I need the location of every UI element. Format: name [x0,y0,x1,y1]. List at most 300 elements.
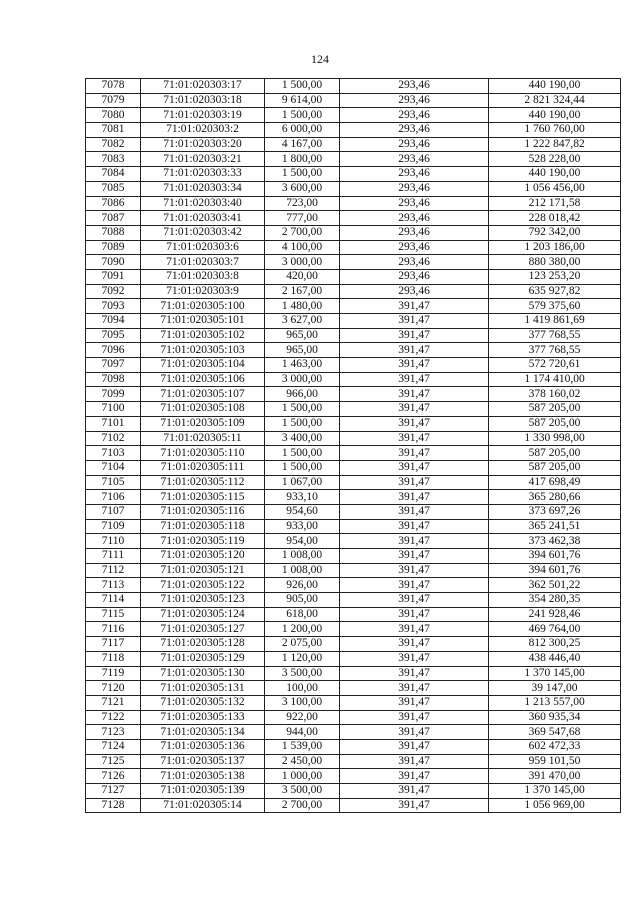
area-cell: 2 450,00 [265,754,340,769]
rate-cell: 293,46 [340,181,489,196]
row-number-cell: 7110 [86,534,141,549]
row-number-cell: 7107 [86,504,141,519]
area-cell: 1 000,00 [265,769,340,784]
rate-cell: 293,46 [340,225,489,240]
row-number-cell: 7116 [86,622,141,637]
area-cell: 100,00 [265,681,340,696]
row-number-cell: 7098 [86,372,141,387]
rate-cell: 293,46 [340,211,489,226]
cadastral-value-cell: 365 241,51 [489,519,621,534]
cadastral-value-cell: 1 213 557,00 [489,695,621,710]
table-row [86,79,621,94]
rate-cell: 391,47 [340,710,489,725]
cadastral-value-cell: 212 171,58 [489,196,621,211]
cadastral-value-cell: 377 768,55 [489,343,621,358]
cadastral-value-cell: 440 190,00 [489,108,621,123]
rate-cell: 391,47 [340,725,489,740]
cadastral-number-cell: 71:01:020305:116 [141,504,265,519]
row-number-cell: 7120 [86,681,141,696]
cadastral-number-cell: 71:01:020303:40 [141,196,265,211]
cadastral-value-cell: 587 205,00 [489,402,621,417]
rate-cell: 391,47 [340,637,489,652]
table-row [86,314,621,329]
rate-cell: 293,46 [340,152,489,167]
area-cell: 965,00 [265,328,340,343]
row-number-cell: 7078 [86,79,141,94]
cadastral-value-cell: 1 419 861,69 [489,314,621,329]
area-cell: 3 100,00 [265,695,340,710]
rate-cell: 391,47 [340,504,489,519]
area-cell: 954,60 [265,504,340,519]
area-cell: 922,00 [265,710,340,725]
cadastral-number-cell: 71:01:020305:108 [141,402,265,417]
cadastral-value-cell: 959 101,50 [489,754,621,769]
cadastral-value-cell: 365 280,66 [489,490,621,505]
rate-cell: 391,47 [340,651,489,666]
table-body [86,79,621,813]
row-number-cell: 7128 [86,798,141,813]
cadastral-number-cell: 71:01:020303:7 [141,255,265,270]
cadastral-value-cell: 1 056 969,00 [489,798,621,813]
area-cell: 3 500,00 [265,666,340,681]
area-cell: 1 500,00 [265,402,340,417]
area-cell: 1 500,00 [265,108,340,123]
row-number-cell: 7103 [86,446,141,461]
cadastral-value-cell: 377 768,55 [489,328,621,343]
row-number-cell: 7081 [86,123,141,138]
area-cell: 618,00 [265,607,340,622]
rate-cell: 391,47 [340,622,489,637]
rate-cell: 391,47 [340,784,489,799]
table-row [86,446,621,461]
rate-cell: 391,47 [340,681,489,696]
area-cell: 1 480,00 [265,299,340,314]
area-cell: 1 500,00 [265,79,340,94]
cadastral-number-cell: 71:01:020303:42 [141,225,265,240]
table-row [86,754,621,769]
area-cell: 1 067,00 [265,475,340,490]
cadastral-number-cell: 71:01:020305:103 [141,343,265,358]
cadastral-value-cell: 635 927,82 [489,284,621,299]
area-cell: 4 167,00 [265,137,340,152]
cadastral-value-cell: 579 375,60 [489,299,621,314]
cadastral-number-cell: 71:01:020305:118 [141,519,265,534]
area-cell: 1 539,00 [265,739,340,754]
table-row [86,607,621,622]
table-row [86,695,621,710]
cadastral-number-cell: 71:01:020305:107 [141,387,265,402]
row-number-cell: 7082 [86,137,141,152]
cadastral-number-cell: 71:01:020303:34 [141,181,265,196]
table-row [86,578,621,593]
table-row [86,637,621,652]
table-row [86,431,621,446]
area-cell: 9 614,00 [265,93,340,108]
area-cell: 3 627,00 [265,314,340,329]
row-number-cell: 7090 [86,255,141,270]
row-number-cell: 7123 [86,725,141,740]
table-row [86,269,621,284]
cadastral-number-cell: 71:01:020303:21 [141,152,265,167]
cadastral-value-cell: 1 760 760,00 [489,123,621,138]
cadastral-value-cell: 1 174 410,00 [489,372,621,387]
cadastral-value-cell: 2 821 324,44 [489,93,621,108]
cadastral-number-cell: 71:01:020305:133 [141,710,265,725]
cadastral-number-cell: 71:01:020305:132 [141,695,265,710]
table-row [86,343,621,358]
cadastral-number-cell: 71:01:020305:123 [141,593,265,608]
table-row [86,225,621,240]
row-number-cell: 7094 [86,314,141,329]
cadastral-value-cell: 123 253,20 [489,269,621,284]
rate-cell: 391,47 [340,519,489,534]
row-number-cell: 7087 [86,211,141,226]
cadastral-number-cell: 71:01:020303:9 [141,284,265,299]
row-number-cell: 7083 [86,152,141,167]
cadastral-value-cell: 440 190,00 [489,167,621,182]
area-cell: 3 000,00 [265,372,340,387]
rate-cell: 391,47 [340,460,489,475]
area-cell: 723,00 [265,196,340,211]
cadastral-number-cell: 71:01:020305:139 [141,784,265,799]
area-cell: 1 120,00 [265,651,340,666]
cadastral-value-cell: 378 160,02 [489,387,621,402]
table-row [86,108,621,123]
table-row [86,710,621,725]
cadastral-value-cell: 1 370 145,00 [489,666,621,681]
rate-cell: 293,46 [340,167,489,182]
row-number-cell: 7079 [86,93,141,108]
table-row [86,240,621,255]
table-row [86,798,621,813]
area-cell: 1 008,00 [265,563,340,578]
cadastral-number-cell: 71:01:020303:20 [141,137,265,152]
cadastral-number-cell: 71:01:020305:138 [141,769,265,784]
table-row [86,167,621,182]
cadastral-number-cell: 71:01:020303:2 [141,123,265,138]
row-number-cell: 7111 [86,549,141,564]
area-cell: 926,00 [265,578,340,593]
cadastral-value-cell: 373 697,26 [489,504,621,519]
area-cell: 933,10 [265,490,340,505]
table-row [86,549,621,564]
cadastral-value-cell: 241 928,46 [489,607,621,622]
row-number-cell: 7104 [86,460,141,475]
area-cell: 1 200,00 [265,622,340,637]
table-row [86,784,621,799]
cadastral-value-cell: 1 370 145,00 [489,784,621,799]
cadastral-number-cell: 71:01:020305:136 [141,739,265,754]
area-cell: 3 600,00 [265,181,340,196]
table-row [86,93,621,108]
area-cell: 2 700,00 [265,798,340,813]
rate-cell: 391,47 [340,446,489,461]
rate-cell: 293,46 [340,284,489,299]
rate-cell: 391,47 [340,666,489,681]
rate-cell: 293,46 [340,93,489,108]
table-row [86,137,621,152]
table-row [86,196,621,211]
cadastral-value-cell: 1 330 998,00 [489,431,621,446]
cadastral-value-cell: 360 935,34 [489,710,621,725]
rate-cell: 391,47 [340,754,489,769]
area-cell: 2 167,00 [265,284,340,299]
cadastral-value-cell: 880 380,00 [489,255,621,270]
rate-cell: 391,47 [340,739,489,754]
row-number-cell: 7113 [86,578,141,593]
row-number-cell: 7095 [86,328,141,343]
cadastral-number-cell: 71:01:020305:131 [141,681,265,696]
cadastral-number-cell: 71:01:020303:8 [141,269,265,284]
cadastral-value-cell: 440 190,00 [489,79,621,94]
row-number-cell: 7119 [86,666,141,681]
row-number-cell: 7093 [86,299,141,314]
cadastral-number-cell: 71:01:020303:17 [141,79,265,94]
cadastral-value-cell: 528 228,00 [489,152,621,167]
rate-cell: 293,46 [340,196,489,211]
area-cell: 420,00 [265,269,340,284]
cadastral-number-cell: 71:01:020305:129 [141,651,265,666]
cadastral-value-cell: 812 300,25 [489,637,621,652]
row-number-cell: 7092 [86,284,141,299]
table-row [86,666,621,681]
table-row [86,651,621,666]
cadastral-number-cell: 71:01:020305:137 [141,754,265,769]
cadastral-number-cell: 71:01:020305:115 [141,490,265,505]
cadastral-value-cell: 391 470,00 [489,769,621,784]
rate-cell: 391,47 [340,549,489,564]
cadastral-value-cell: 354 280,35 [489,593,621,608]
row-number-cell: 7101 [86,416,141,431]
rate-cell: 391,47 [340,534,489,549]
row-number-cell: 7114 [86,593,141,608]
area-cell: 2 075,00 [265,637,340,652]
area-cell: 3 400,00 [265,431,340,446]
area-cell: 3 000,00 [265,255,340,270]
cadastral-value-cell: 417 698,49 [489,475,621,490]
area-cell: 1 463,00 [265,358,340,373]
rate-cell: 293,46 [340,108,489,123]
table-row [86,769,621,784]
row-number-cell: 7122 [86,710,141,725]
table-row [86,299,621,314]
cadastral-number-cell: 71:01:020305:14 [141,798,265,813]
rate-cell: 391,47 [340,299,489,314]
cadastral-number-cell: 71:01:020305:111 [141,460,265,475]
rate-cell: 391,47 [340,387,489,402]
table-row [86,519,621,534]
cadastral-number-cell: 71:01:020305:100 [141,299,265,314]
rate-cell: 293,46 [340,255,489,270]
cadastral-value-cell: 469 764,00 [489,622,621,637]
rate-cell: 391,47 [340,490,489,505]
table-row [86,211,621,226]
cadastral-number-cell: 71:01:020305:120 [141,549,265,564]
rate-cell: 391,47 [340,578,489,593]
cadastral-value-cell: 572 720,61 [489,358,621,373]
cadastral-number-cell: 71:01:020305:124 [141,607,265,622]
cadastral-value-cell: 39 147,00 [489,681,621,696]
rate-cell: 391,47 [340,593,489,608]
cadastral-value-cell: 792 342,00 [489,225,621,240]
rate-cell: 391,47 [340,475,489,490]
cadastral-value-cell: 1 222 847,82 [489,137,621,152]
cadastral-number-cell: 71:01:020305:128 [141,637,265,652]
rate-cell: 391,47 [340,798,489,813]
rate-cell: 293,46 [340,79,489,94]
table-row [86,255,621,270]
row-number-cell: 7117 [86,637,141,652]
cadastral-number-cell: 71:01:020305:130 [141,666,265,681]
cadastral-value-cell: 1 056 456,00 [489,181,621,196]
row-number-cell: 7118 [86,651,141,666]
cadastral-number-cell: 71:01:020305:101 [141,314,265,329]
area-cell: 1 500,00 [265,460,340,475]
table-row [86,358,621,373]
row-number-cell: 7096 [86,343,141,358]
table-row [86,123,621,138]
page-number: 124 [311,52,329,66]
cadastral-value-cell: 587 205,00 [489,446,621,461]
cadastral-number-cell: 71:01:020305:11 [141,431,265,446]
area-cell: 966,00 [265,387,340,402]
cadastral-number-cell: 71:01:020305:127 [141,622,265,637]
cadastral-number-cell: 71:01:020305:104 [141,358,265,373]
cadastral-number-cell: 71:01:020303:41 [141,211,265,226]
cadastral-number-cell: 71:01:020303:18 [141,93,265,108]
row-number-cell: 7127 [86,784,141,799]
area-cell: 1 500,00 [265,446,340,461]
row-number-cell: 7089 [86,240,141,255]
rate-cell: 391,47 [340,563,489,578]
area-cell: 933,00 [265,519,340,534]
cadastral-value-cell: 438 446,40 [489,651,621,666]
row-number-cell: 7091 [86,269,141,284]
rate-cell: 293,46 [340,123,489,138]
table-row [86,416,621,431]
table-row [86,152,621,167]
cadastral-number-cell: 71:01:020305:122 [141,578,265,593]
cadastral-number-cell: 71:01:020305:121 [141,563,265,578]
row-number-cell: 7115 [86,607,141,622]
table-row [86,534,621,549]
row-number-cell: 7085 [86,181,141,196]
row-number-cell: 7080 [86,108,141,123]
row-number-cell: 7121 [86,695,141,710]
row-number-cell: 7112 [86,563,141,578]
cadastral-value-cell: 362 501,22 [489,578,621,593]
table-row [86,372,621,387]
cadastral-number-cell: 71:01:020303:33 [141,167,265,182]
table-row [86,181,621,196]
area-cell: 954,00 [265,534,340,549]
cadastral-value-cell: 587 205,00 [489,416,621,431]
rate-cell: 391,47 [340,769,489,784]
area-cell: 1 500,00 [265,167,340,182]
rate-cell: 391,47 [340,416,489,431]
area-cell: 965,00 [265,343,340,358]
table-row [86,681,621,696]
cadastral-number-cell: 71:01:020305:110 [141,446,265,461]
rate-cell: 391,47 [340,314,489,329]
area-cell: 6 000,00 [265,123,340,138]
row-number-cell: 7109 [86,519,141,534]
row-number-cell: 7102 [86,431,141,446]
rate-cell: 293,46 [340,240,489,255]
area-cell: 1 008,00 [265,549,340,564]
row-number-cell: 7126 [86,769,141,784]
table-row [86,622,621,637]
cadastral-number-cell: 71:01:020303:6 [141,240,265,255]
table-row [86,328,621,343]
table-row [86,725,621,740]
cadastral-value-cell: 1 203 186,00 [489,240,621,255]
row-number-cell: 7097 [86,358,141,373]
row-number-cell: 7124 [86,739,141,754]
table-row [86,490,621,505]
area-cell: 905,00 [265,593,340,608]
cadastral-value-table [85,78,621,813]
area-cell: 3 500,00 [265,784,340,799]
table-row [86,593,621,608]
cadastral-value-cell: 602 472,33 [489,739,621,754]
area-cell: 1 800,00 [265,152,340,167]
cadastral-value-cell: 228 018,42 [489,211,621,226]
row-number-cell: 7106 [86,490,141,505]
row-number-cell: 7088 [86,225,141,240]
row-number-cell: 7086 [86,196,141,211]
table-row [86,563,621,578]
rate-cell: 391,47 [340,431,489,446]
cadastral-value-cell: 587 205,00 [489,460,621,475]
area-cell: 2 700,00 [265,225,340,240]
cadastral-value-cell: 373 462,38 [489,534,621,549]
rate-cell: 293,46 [340,137,489,152]
cadastral-value-cell: 394 601,76 [489,563,621,578]
cadastral-number-cell: 71:01:020303:19 [141,108,265,123]
row-number-cell: 7084 [86,167,141,182]
rate-cell: 391,47 [340,372,489,387]
table-row [86,504,621,519]
rate-cell: 391,47 [340,343,489,358]
row-number-cell: 7105 [86,475,141,490]
table-row [86,460,621,475]
row-number-cell: 7099 [86,387,141,402]
table-row [86,739,621,754]
cadastral-number-cell: 71:01:020305:134 [141,725,265,740]
rate-cell: 391,47 [340,358,489,373]
area-cell: 777,00 [265,211,340,226]
rate-cell: 391,47 [340,402,489,417]
rate-cell: 391,47 [340,695,489,710]
area-cell: 1 500,00 [265,416,340,431]
table-row [86,387,621,402]
rate-cell: 391,47 [340,607,489,622]
cadastral-value-cell: 369 547,68 [489,725,621,740]
cadastral-number-cell: 71:01:020305:109 [141,416,265,431]
row-number-cell: 7125 [86,754,141,769]
area-cell: 4 100,00 [265,240,340,255]
area-cell: 944,00 [265,725,340,740]
cadastral-number-cell: 71:01:020305:112 [141,475,265,490]
table-row [86,284,621,299]
rate-cell: 391,47 [340,328,489,343]
cadastral-number-cell: 71:01:020305:106 [141,372,265,387]
row-number-cell: 7100 [86,402,141,417]
cadastral-number-cell: 71:01:020305:119 [141,534,265,549]
table-row [86,475,621,490]
table-row [86,402,621,417]
